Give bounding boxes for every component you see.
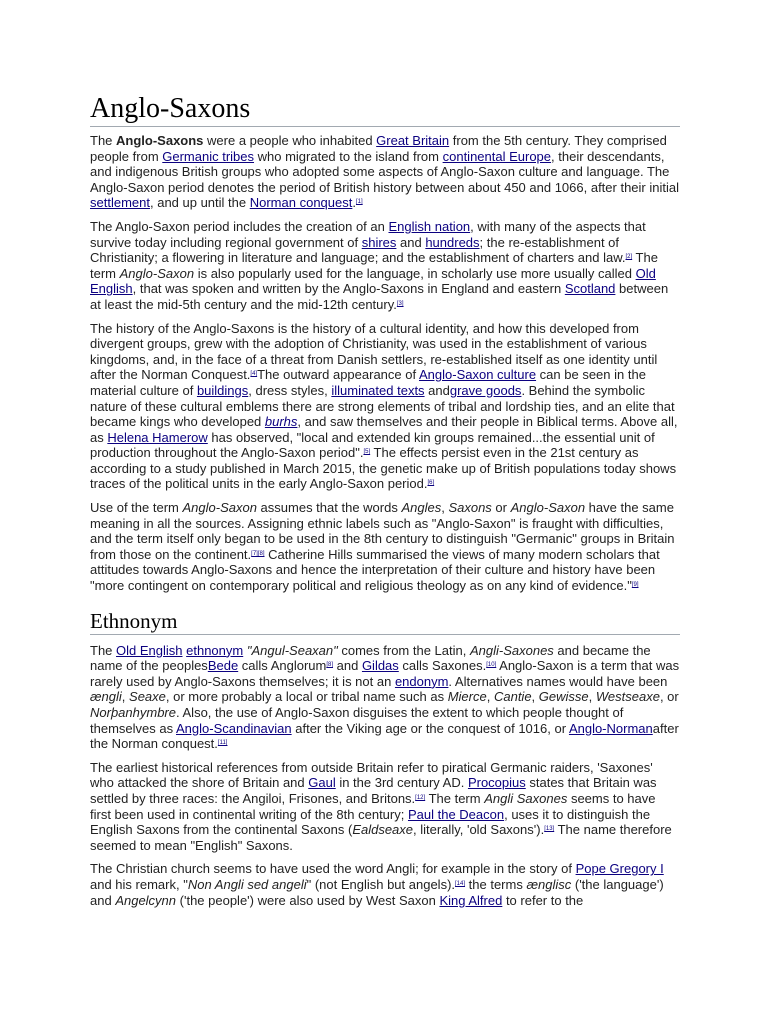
- link-germanic-tribes[interactable]: Germanic tribes: [162, 148, 255, 164]
- italic-term: Saxons: [448, 500, 492, 516]
- link-bede[interactable]: Bede: [207, 658, 239, 674]
- paragraph-ethnonym-origin: [90, 643, 680, 752]
- text: ('the people') were also used by West Saxon: [176, 892, 440, 908]
- text: The outward appearance of: [257, 367, 419, 383]
- article-body: [90, 92, 680, 916]
- paragraph-christian-church: [90, 861, 680, 908]
- italic-term: ænglisc: [526, 876, 572, 892]
- link-helena-hamerow[interactable]: Helena Hamerow: [107, 429, 208, 445]
- italic-term: Anglo-Saxon: [119, 265, 195, 281]
- italic-term: Westseaxe: [595, 689, 660, 705]
- italic-term: Angles: [401, 500, 442, 516]
- italic-term: Cantie: [493, 689, 532, 705]
- link-gaul[interactable]: Gaul: [308, 775, 336, 791]
- text: , with many of the aspects that survive today including regional government of: [90, 218, 646, 250]
- text: ,: [531, 689, 539, 705]
- bold-term: Anglo-Saxons: [116, 133, 204, 148]
- italic-term: Angelcynn: [115, 892, 177, 908]
- citation-link[interactable]: [7][8]: [251, 550, 265, 557]
- text: ,: [486, 689, 494, 705]
- paragraph-intro: [90, 133, 680, 211]
- text: , that was spoken and written by the Anglo-Saxons in England and eastern: [132, 281, 565, 297]
- text: , uses it to distinguish the English Saxons from the continental Saxons (: [90, 806, 651, 838]
- paragraph-history: [90, 321, 680, 493]
- text: , or more probably a local or tribal name such as: [165, 689, 448, 705]
- text: Anglo-Saxon is a term that was rarely used by Anglo-Saxons themselves; it is not an: [90, 658, 680, 689]
- text: The term: [425, 790, 485, 806]
- paragraph-term-usage: [90, 500, 680, 594]
- italic-term: Angli Saxones: [484, 790, 568, 806]
- text: . Behind the symbolic nature of these cultural emblems there are strong elements of tribal and lordship ties, and an elite that became kings who developed: [90, 382, 675, 430]
- paragraph-earliest-references: [90, 760, 680, 854]
- text: The: [90, 642, 117, 658]
- text: , literally, 'old Saxons').: [413, 822, 545, 838]
- text: or: [491, 500, 511, 516]
- citation-link[interactable]: [8]: [326, 662, 334, 669]
- link-anglo-norman[interactable]: Anglo-Norman: [568, 720, 653, 736]
- section-heading-ethnonym: Ethnonym: [90, 608, 680, 635]
- text: The history of the Anglo-Saxons is the history of a cultural identity, and how this developed from divergent groups, grew with the adoption of Christianity, was used in the establishment of various kingdoms, and, in the face of a threat from Danish settlers, re-established itself as one identity until after the Norman Conquest.: [90, 320, 658, 383]
- citation-link[interactable]: [11]: [217, 740, 228, 747]
- text: states that Britain was settled by three races: the Angiloi, Frisones, and Britons.: [90, 775, 657, 806]
- text: The Anglo-Saxon period includes the creation of an: [90, 218, 389, 234]
- text: have the same meaning in all the sources. Assigning ethnic labels such as "Anglo-Saxon" is fraught with difficulties, and the term itself only began to be used in the 8th century to distinguish "Germanic" groups in Britain from those on the continent.: [90, 500, 675, 562]
- link-buildings[interactable]: buildings: [196, 382, 249, 398]
- citation-link[interactable]: [2]: [625, 254, 633, 261]
- link-illuminated-texts[interactable]: illuminated texts: [331, 382, 425, 398]
- text: has observed, "local and extended kin groups remained...the essential unit of production throughout the Anglo-Saxon period".: [90, 429, 655, 461]
- italic-term: Anglo-Saxon: [182, 500, 257, 516]
- text: between at least the mid-5th century and the mid-12th century.: [90, 281, 669, 312]
- text: after the Norman conquest.: [90, 720, 679, 752]
- link-paul-the-deacon[interactable]: Paul the Deacon: [407, 806, 505, 822]
- text: calls Anglorum: [238, 658, 327, 674]
- text: and became the name of the peoples: [90, 642, 651, 674]
- citation-link[interactable]: [13]: [544, 826, 555, 833]
- citation-link[interactable]: [9]: [631, 582, 639, 589]
- text: The: [90, 133, 117, 148]
- link-old-english[interactable]: Old English: [90, 265, 656, 297]
- paragraph-period: [90, 219, 680, 313]
- italic-term: Angli-Saxones: [469, 642, 554, 658]
- text: . Also, the use of Anglo-Saxon disguises the extent to which people thought of themselves as: [90, 705, 624, 736]
- text: were a people who inhabited: [203, 133, 377, 148]
- text: in the 3rd century AD.: [335, 775, 468, 791]
- text: ('the language') and: [90, 876, 664, 908]
- italic-term: Gewisse: [538, 689, 589, 705]
- citation-link[interactable]: [6]: [427, 480, 435, 487]
- link-shires[interactable]: shires: [361, 234, 397, 250]
- citation-link[interactable]: [5]: [363, 449, 371, 456]
- text: , their descendants, and indigenous British groups who adopted some aspects of Anglo-Saxon culture and language. The Anglo-Saxon period denotes the period of British history between about 450 and 1066, after their initial: [90, 148, 679, 195]
- link-norman-conquest[interactable]: Norman conquest: [249, 195, 353, 211]
- citation-link[interactable]: [10]: [486, 662, 497, 669]
- citation-link[interactable]: [12]: [415, 794, 426, 801]
- text: The earliest historical references from outside Britain refer to piratical Germanic raiders, 'Saxones' who attacked the shore of Britain and: [90, 759, 653, 791]
- text: and: [396, 234, 426, 250]
- link-burhs[interactable]: burhs: [264, 414, 298, 430]
- text: Catherine Hills summarised the views of many modern scholars that attitudes towards Anglo-Saxons and hence the interpretation of their culture and history have been "more contingent on contemporary political and religious theology as on any kind of evidence.": [90, 546, 660, 594]
- link-ethnonym[interactable]: ethnonym: [186, 642, 244, 658]
- page-title: Anglo-Saxons: [90, 92, 680, 127]
- text: after the Viking age or the conquest of 1016, or: [291, 720, 569, 736]
- link-old-english[interactable]: Old English: [116, 642, 183, 658]
- text: the terms: [465, 876, 527, 892]
- text: The name therefore seemed to mean "English" Saxons.: [90, 822, 672, 853]
- text: ; the re-establishment of Christianity; a flowering in literature and language; and the establishment of charters and law.: [90, 234, 626, 266]
- link-gildas[interactable]: Gildas: [361, 658, 399, 674]
- italic-term: ængli: [90, 689, 122, 705]
- link-settlement[interactable]: settlement: [90, 195, 150, 211]
- link-anglo-saxon-culture[interactable]: Anglo-Saxon culture: [418, 367, 537, 383]
- text: from the 5th century. They comprised people from: [90, 133, 667, 164]
- link-endonym[interactable]: endonym: [394, 673, 449, 689]
- text: and his remark, ": [90, 876, 188, 892]
- citation-link[interactable]: [3]: [396, 300, 404, 307]
- link-procopius[interactable]: Procopius: [467, 775, 526, 791]
- text: " (not English but angels).: [306, 876, 456, 892]
- link-english-nation[interactable]: English nation: [388, 218, 471, 234]
- link-grave-goods[interactable]: grave goods: [449, 382, 522, 398]
- text: to refer to the: [502, 892, 584, 908]
- link-scotland[interactable]: Scotland: [564, 281, 616, 297]
- italic-term: Norþanhymbre: [90, 705, 176, 720]
- link-hundreds[interactable]: hundreds: [425, 234, 480, 250]
- citation-link[interactable]: [1]: [355, 199, 363, 206]
- text: can be seen in the material culture of: [90, 367, 646, 398]
- text: comes from the Latin,: [337, 642, 470, 658]
- text: ,: [441, 500, 449, 516]
- text: The Christian church seems to have used the word Angli; for example in the story of: [90, 861, 576, 877]
- text: is also popularly used for the language, in scholarly use more usually called: [194, 265, 636, 281]
- text: seems to have first been used in continental writing of the 8th century;: [90, 790, 656, 822]
- link-continental-europe[interactable]: continental Europe: [442, 148, 552, 164]
- text: The term: [90, 250, 658, 281]
- text: .: [352, 195, 356, 211]
- text: ,: [588, 689, 596, 705]
- text: , and saw themselves and their people in Biblical terms. Above all, as: [90, 414, 678, 445]
- citation-link[interactable]: [14]: [455, 880, 466, 887]
- citation-link[interactable]: [4]: [250, 371, 258, 378]
- italic-term: Seaxe: [129, 689, 166, 705]
- link-pope-gregory[interactable]: Pope Gregory I: [575, 861, 664, 877]
- italic-term: Mierce: [447, 689, 487, 705]
- text: ,: [121, 689, 130, 705]
- text: who migrated to the island from: [254, 148, 443, 164]
- text: The effects persist even in the 21st century as according to a study published in March 2015, the genetic make up of British populations today shows traces of the political units in the early Anglo-Saxon period.: [90, 445, 677, 492]
- text: , or: [659, 689, 679, 705]
- italic-term: Non Angli sed angeli: [187, 876, 307, 892]
- text: and: [333, 658, 362, 674]
- link-great-britain[interactable]: Great Britain: [376, 133, 450, 148]
- link-anglo-scandinavian[interactable]: Anglo-Scandinavian: [176, 720, 292, 736]
- italic-term: Anglo-Saxon: [510, 500, 586, 516]
- text: and: [424, 382, 450, 398]
- text: , dress styles,: [248, 382, 332, 398]
- link-king-alfred[interactable]: King Alfred: [439, 892, 503, 908]
- text: Use of the term: [90, 500, 183, 516]
- text: . Alternatives names would have been: [448, 673, 668, 689]
- text: assumes that the words: [256, 500, 402, 516]
- italic-term: "Angul-Seaxan": [246, 642, 338, 658]
- text: , and up until the: [149, 195, 250, 211]
- text: calls Saxones.: [398, 658, 487, 674]
- italic-term: Ealdseaxe: [352, 822, 414, 838]
